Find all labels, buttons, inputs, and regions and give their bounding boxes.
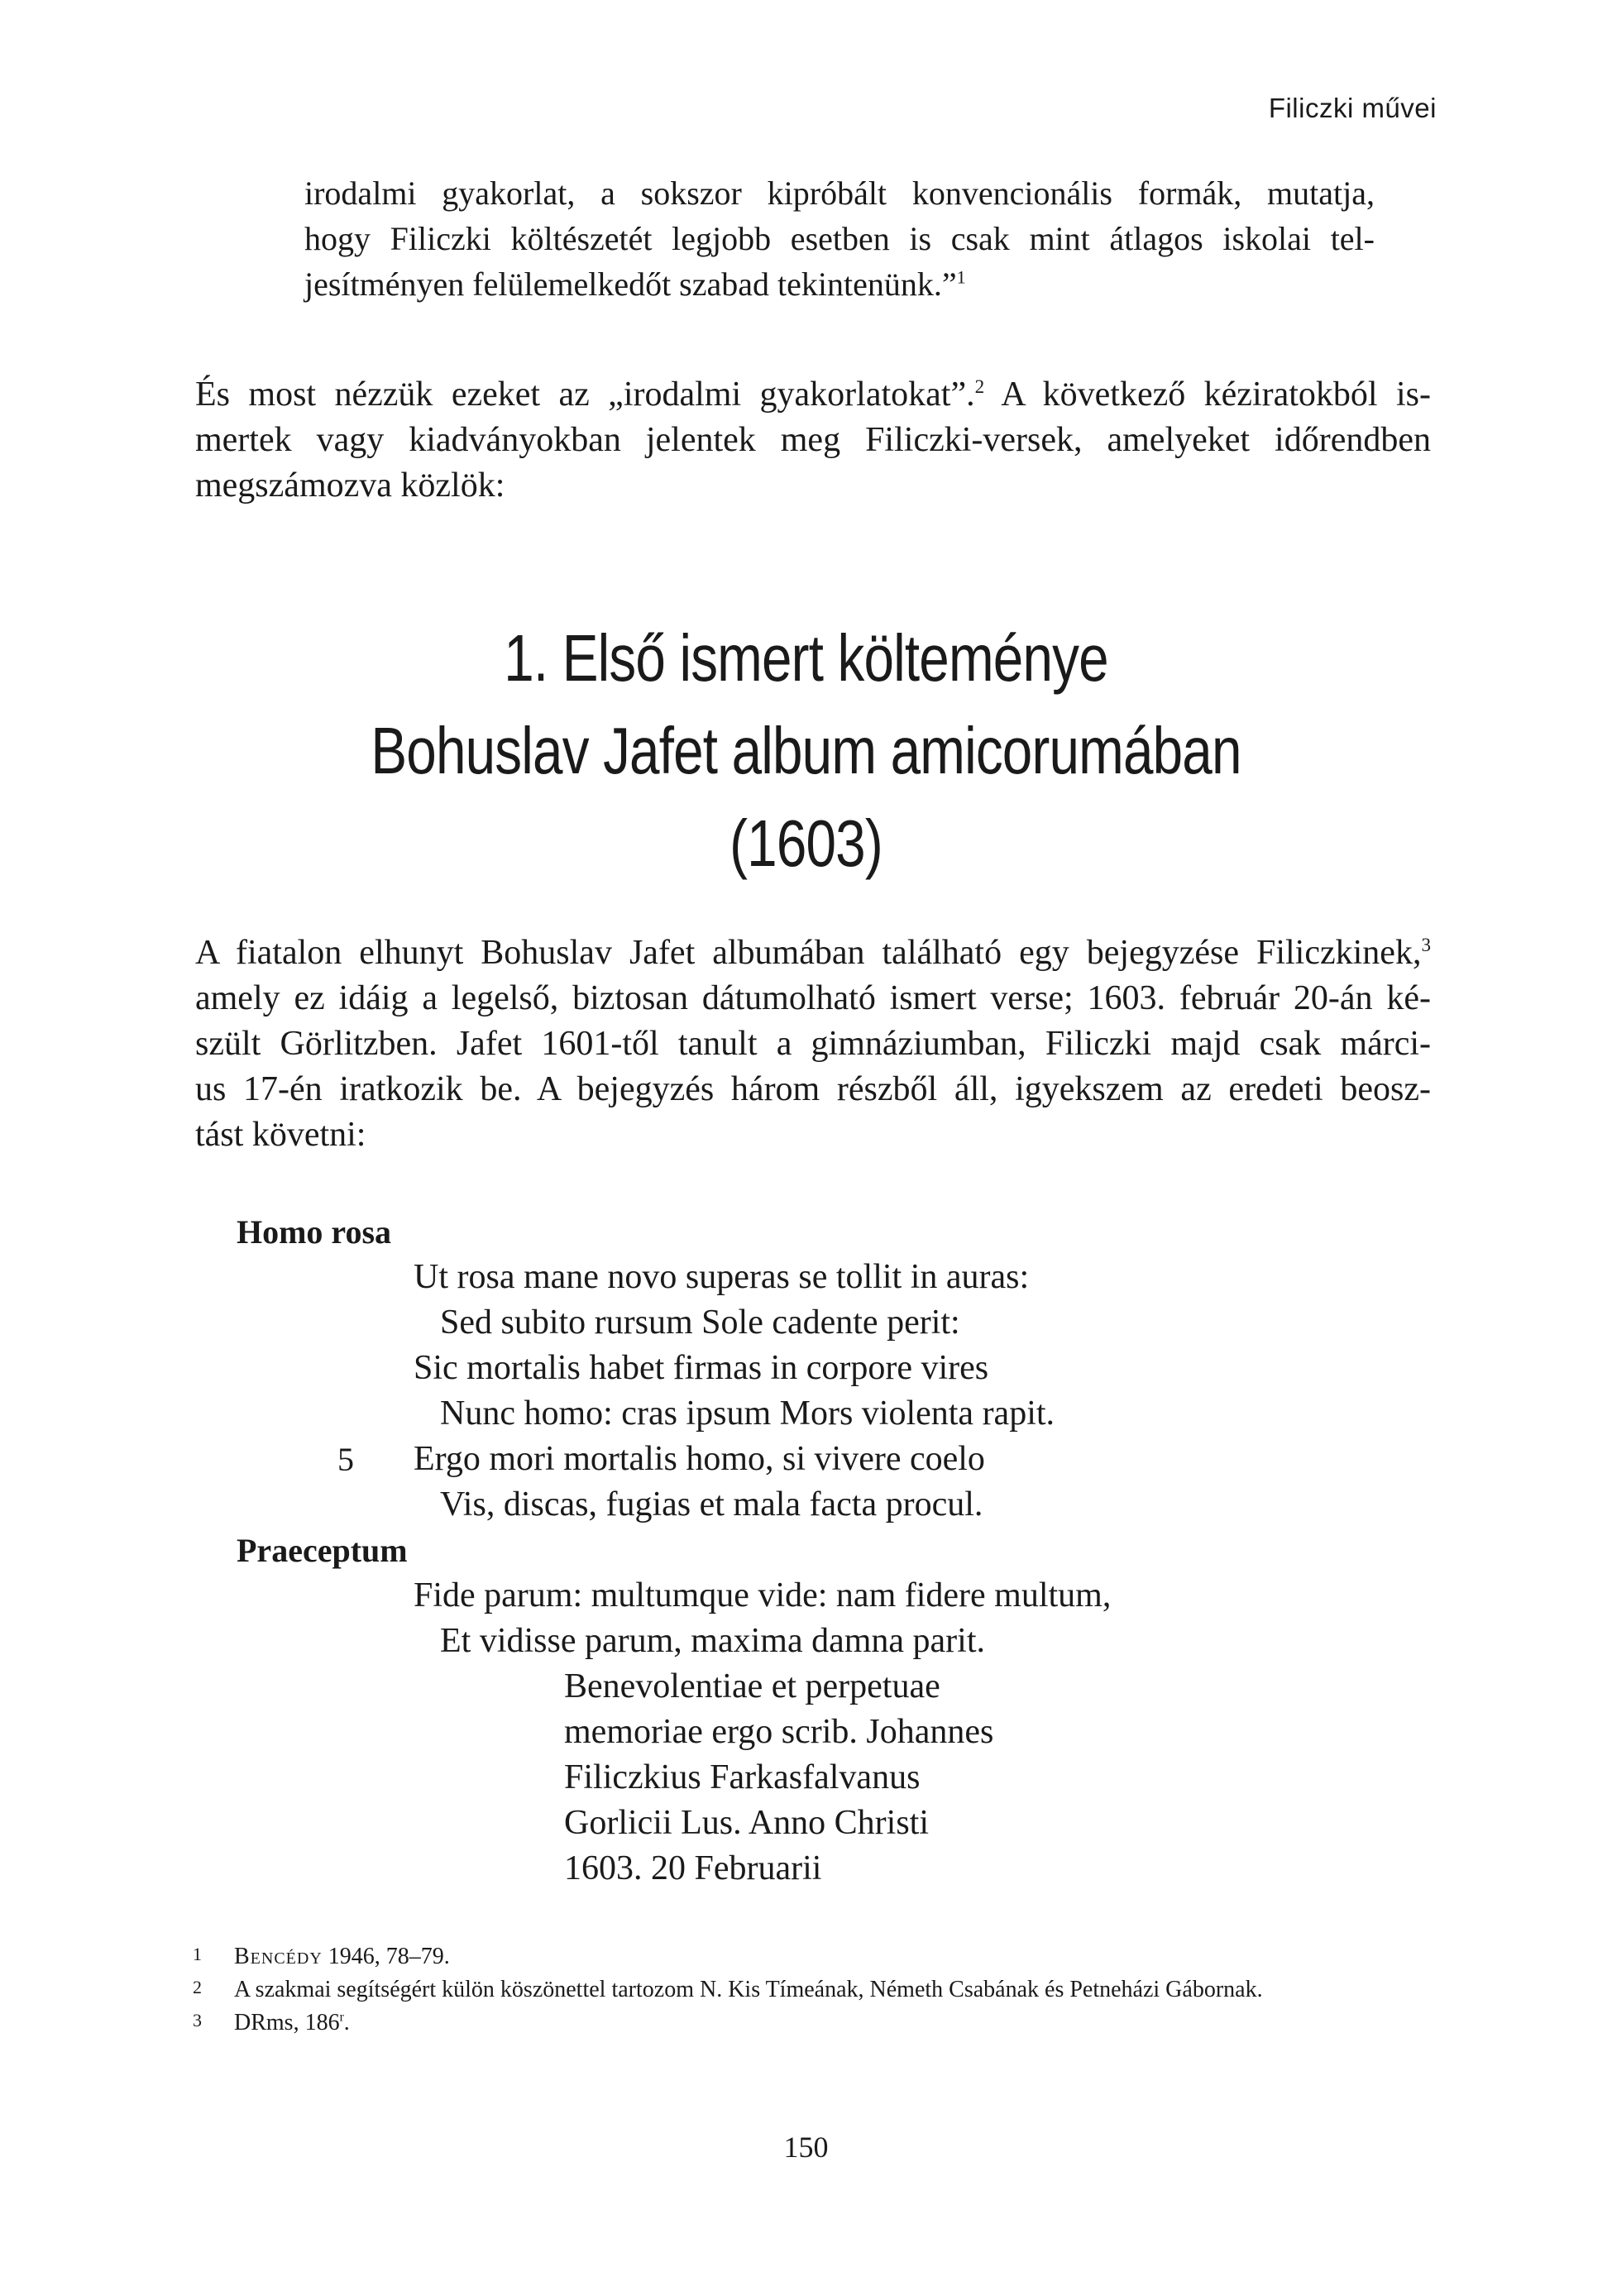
verse-line-1: Ut rosa mane novo superas se tollit in auras:: [414, 1258, 1030, 1296]
intro-line-1b: A következő kéziratokból is-: [984, 375, 1431, 414]
quote-line-3: [304, 261, 1429, 307]
intro-line-2: mertek vagy kiadványokban jelentek meg Filiczki-versek, amelyeket időrendben: [195, 421, 1431, 459]
footnote-3-tail: .: [343, 2010, 350, 2035]
footnote-1: [234, 1940, 450, 1973]
footnote-ref-3: 3: [1421, 934, 1431, 955]
paragraph-line-3: szült Görlitzben. Jafet 1601-től tanult a gimnáziumban, Filiczki majd csak márci-: [195, 1025, 1431, 1063]
footnote-1-number: 1: [193, 1944, 202, 1964]
quote-line-3-text: jesítményen felülemelkedőt szabad tekintenünk.”: [304, 265, 957, 303]
verse-line-5: Ergo mori mortalis homo, si vivere coelo: [414, 1440, 985, 1478]
paragraph-line-2: amely ez idáig a legelső, biztosan dátumolható ismert verse; 1603. február 20-án ké-: [195, 979, 1431, 1017]
intro-line-1: [195, 372, 1431, 418]
footnote-3-text: DRms, 186: [234, 2010, 340, 2035]
signature-line-3: Filiczkius Farkasfalvanus: [564, 1758, 921, 1796]
quote-line-2: hogy Filiczki költészetét legjobb esetben is csak mint átlagos iskolai tel-: [304, 220, 1375, 257]
footnote-3-number: 3: [193, 2010, 202, 2031]
signature-line-2: memoriae ergo scrib. Johannes: [564, 1713, 994, 1751]
section-heading-line-2: Bohuslav Jafet album amicorumában: [371, 714, 1241, 787]
verse-line-8: Et vidisse parum, maxima damna parit.: [440, 1622, 985, 1660]
footnote-ref-1: 1: [956, 266, 966, 288]
footnote-1-text: 1946, 78–79.: [322, 1944, 450, 1969]
verse-line-2: Sed subito rursum Sole cadente perit:: [440, 1303, 960, 1342]
footnote-2-number: 2: [193, 1977, 202, 1997]
section-heading-line-1: 1. Első ismert költeménye: [504, 621, 1108, 695]
verse-line-7: Fide parum: multumque vide: nam fidere multum,: [414, 1576, 1112, 1614]
footnote-3-sup: r: [339, 2010, 344, 2025]
footnote-ref-2: 2: [974, 375, 985, 397]
verse-line-6: Vis, discas, fugias et mala facta procul.: [440, 1485, 983, 1523]
verse-line-3: Sic mortalis habet firmas in corpore vires: [414, 1349, 989, 1387]
verse-title-praeceptum: Praeceptum: [237, 1532, 408, 1569]
verse-line-4: Nunc homo: cras ipsum Mors violenta rapit.: [440, 1394, 1055, 1433]
paragraph-line-1: [195, 930, 1431, 976]
paragraph-line-1-text: A fiatalon elhunyt Bohuslav Jafet albumában található egy bejegyzése Filiczkinek,: [195, 934, 1422, 972]
verse-line-number: 5: [337, 1441, 354, 1478]
paragraph-line-5: tást követni:: [195, 1116, 366, 1154]
paragraph-line-4: us 17-én iratkozik be. A bejegyzés három részből áll, igyekszem az eredeti beosz-: [195, 1070, 1431, 1108]
section-heading-line-3: (1603): [729, 806, 883, 880]
quote-line-1: irodalmi gyakorlat, a sokszor kipróbált konvencionális formák, mutatja,: [304, 175, 1375, 212]
intro-line-1a: És most nézzük ezeket az „irodalmi gyakorlatokat”.: [195, 375, 975, 414]
footnote-3: [234, 2007, 350, 2040]
signature-line-1: Benevolentiae et perpetuae: [564, 1667, 940, 1705]
verse-title-homo-rosa: Homo rosa: [237, 1213, 392, 1251]
footnote-1-author: Bencédy: [234, 1944, 323, 1969]
running-head: Filiczki művei: [1268, 93, 1437, 123]
page-number: 150: [783, 2131, 829, 2164]
signature-line-4: Gorlicii Lus. Anno Christi: [564, 1804, 929, 1842]
intro-line-3: megszámozva közlök:: [195, 466, 505, 505]
footnote-2: A szakmai segítségért külön köszönettel tartozom N. Kis Tímeának, Németh Csabának és Petneházi Gábornak.: [234, 1977, 1263, 2002]
signature-line-5: 1603. 20 Februarii: [564, 1849, 822, 1887]
